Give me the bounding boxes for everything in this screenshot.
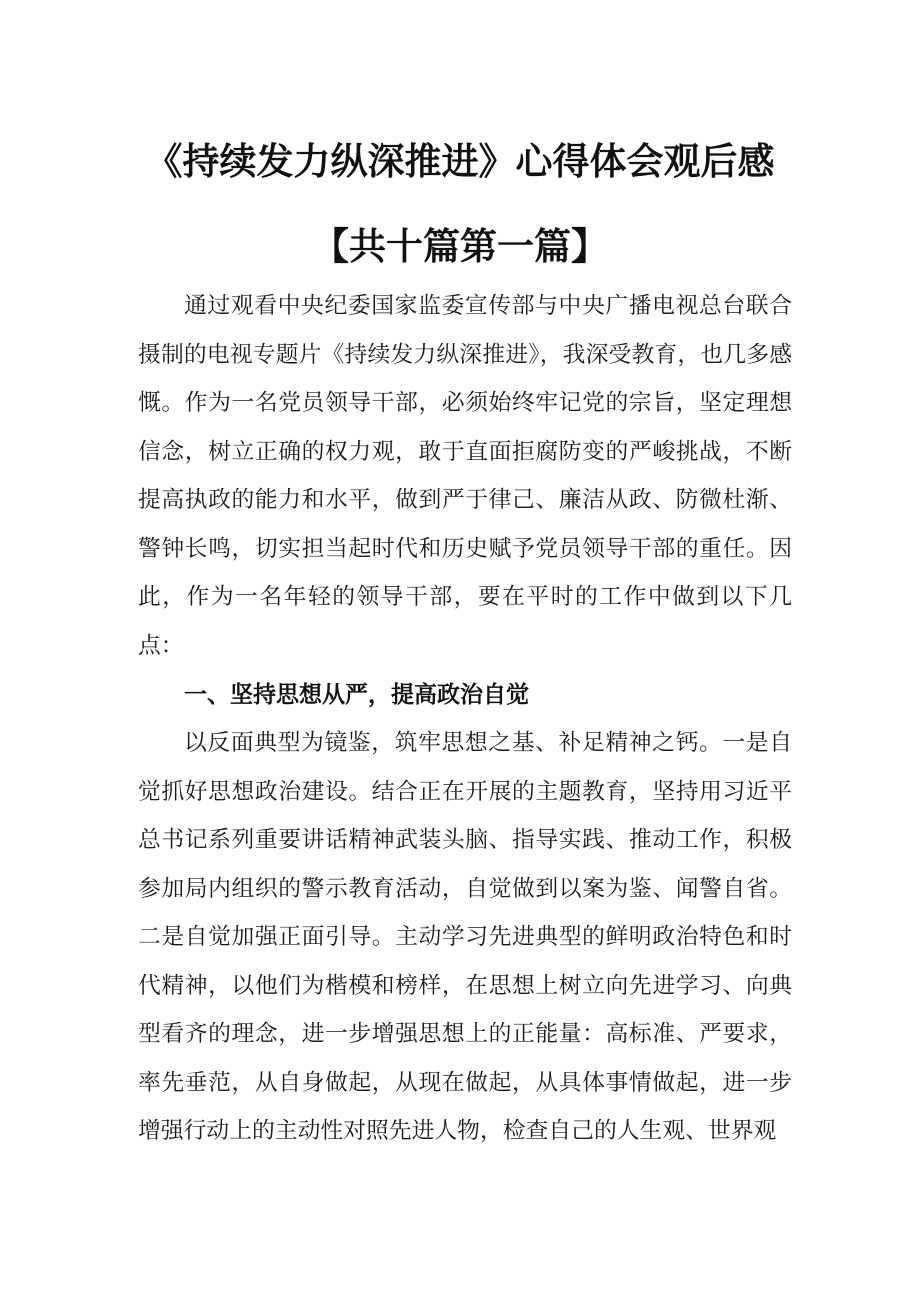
section-heading: 一、坚持思想从严，提高政治自觉 <box>184 682 529 708</box>
intro-paragraph: 通过观看中央纪委国家监委宣传部与中央广播电视总台联合摄制的电视专题片《持续发力纵深推进》，我深受教育，也几多感慨。作为一名党员领导干部，必须始终牢记党的宗旨，坚定理想信念，树立正确的权力观，敢于直面拒腐防变的严峻挑战，不断提高执政的能力和水平，做到严于律己、廉洁从政、防微杜渐、警钟长鸣，切实担当起时代和历史赋予党员领导干部的重任。因此，作为一名年轻的领导干部，要在平时的工作中做到以下几点： <box>138 293 792 659</box>
document-title: 《持续发力纵深推进》心得体会观后感 <box>145 140 775 183</box>
document-subtitle: 【共十篇第一篇】 <box>312 225 608 268</box>
section-paragraph: 以反面典型为镜鉴，筑牢思想之基、补足精神之钙。一是自觉抓好思想政治建设。结合正在开展的主题教育，坚持用习近平总书记系列重要讲话精神武装头脑、指导实践、推动工作，积极参加局内组织的警示教育活动，自觉做到以案为鉴、闻警自省。二是自觉加强正面引导。主动学习先进典型的鲜明政治特色和时代精神，以他们为楷模和榜样，在思想上树立向先进学习、向典型看齐的理念，进一步增强思想上的正能量：高标准、严要求，率先垂范，从自身做起，从现在做起，从具体事情做起，进一步增强行动上的主动性对照先进人物，检查自己的人生观、世界观 <box>138 730 792 1144</box>
